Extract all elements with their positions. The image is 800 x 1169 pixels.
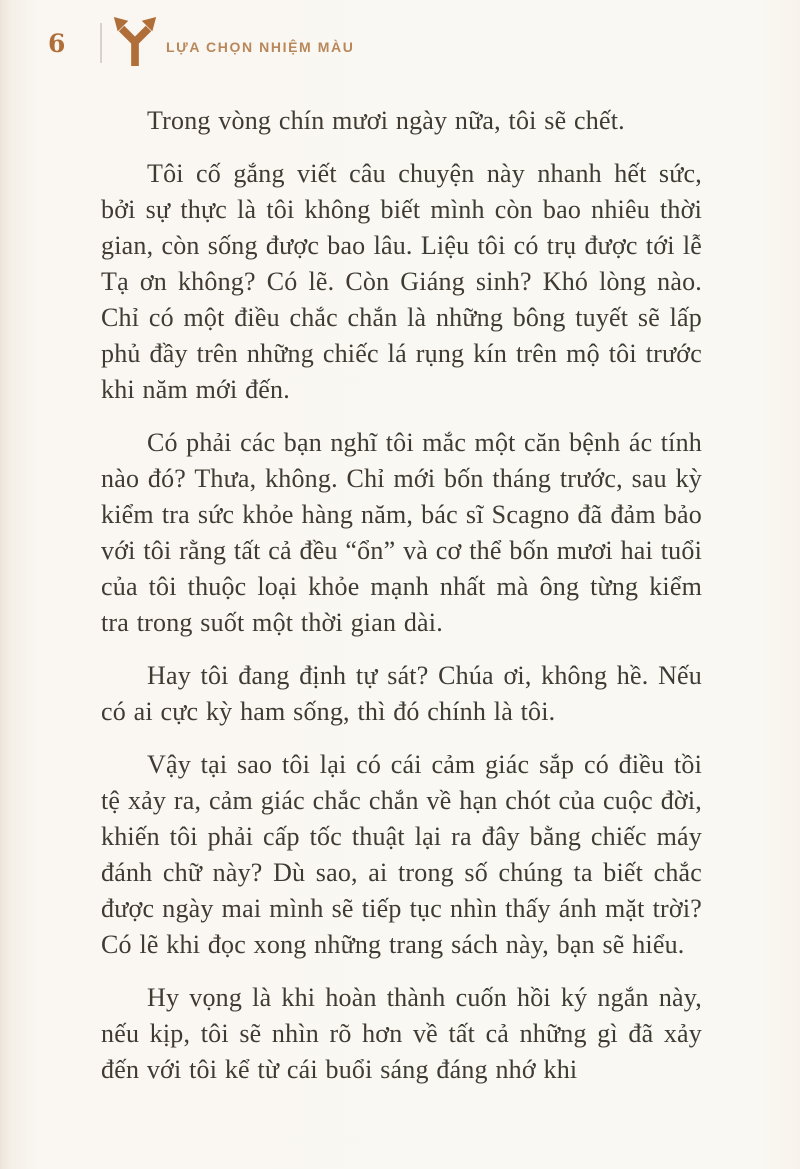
paragraph: Vậy tại sao tôi lại có cái cảm giác sắp có điều tồi tệ xảy ra, cảm giác chắc chắn về hạn chót của cuộc đời, khiến tôi phải cấp tốc thuật lại ra đây bằng chiếc máy đánh chữ này? Dù sao, ai trong số chúng ta biết chắc được ngày mai mình sẽ tiếp tục nhìn thấy ánh mặt trời? Có lẽ khi đọc xong những trang sách này, bạn sẽ hiểu. [101,750,702,959]
page-number: 6 [48,28,66,58]
branching-arrows-icon [110,14,160,68]
paragraph: Tôi cố gắng viết câu chuyện này nhanh hết sức, bởi sự thực là tôi không biết mình còn bao nhiêu thời gian, còn sống được bao lâu. Liệu tôi có trụ được tới lễ Tạ ơn không? Có lẽ. Còn Giáng sinh? Khó lòng nào. Chỉ có một điều chắc chắn là những bông tuyết sẽ lấp phủ đầy trên những chiếc lá rụng kín trên mộ tôi trước khi năm mới đến. [101,159,702,404]
paragraph: Hy vọng là khi hoàn thành cuốn hồi ký ngắn này, nếu kịp, tôi sẽ nhìn rõ hơn về tất cả những gì đã xảy đến với tôi kể từ cái buổi sáng đáng nhớ khi [101,983,702,1084]
page-header [48,14,752,72]
header-divider [100,23,102,63]
paragraph: Trong vòng chín mươi ngày nữa, tôi sẽ chết. [147,106,625,135]
paragraph: Có phải các bạn nghĩ tôi mắc một căn bệnh ác tính nào đó? Thưa, không. Chỉ mới bốn tháng trước, sau kỳ kiểm tra sức khỏe hàng năm, bác sĩ Scagno đã đảm bảo với tôi rằng tất cả đều “ổn” và cơ thể bốn mươi hai tuổi của tôi thuộc loại khỏe mạnh nhất mà ông từng kiểm tra trong suốt một thời gian dài. [101,428,702,637]
book-title: LỰA CHỌN NHIỆM MÀU [166,39,355,55]
page-body [101,103,702,1105]
paragraph: Hay tôi đang định tự sát? Chúa ơi, không hề. Nếu có ai cực kỳ ham sống, thì đó chính là tôi. [101,661,702,726]
